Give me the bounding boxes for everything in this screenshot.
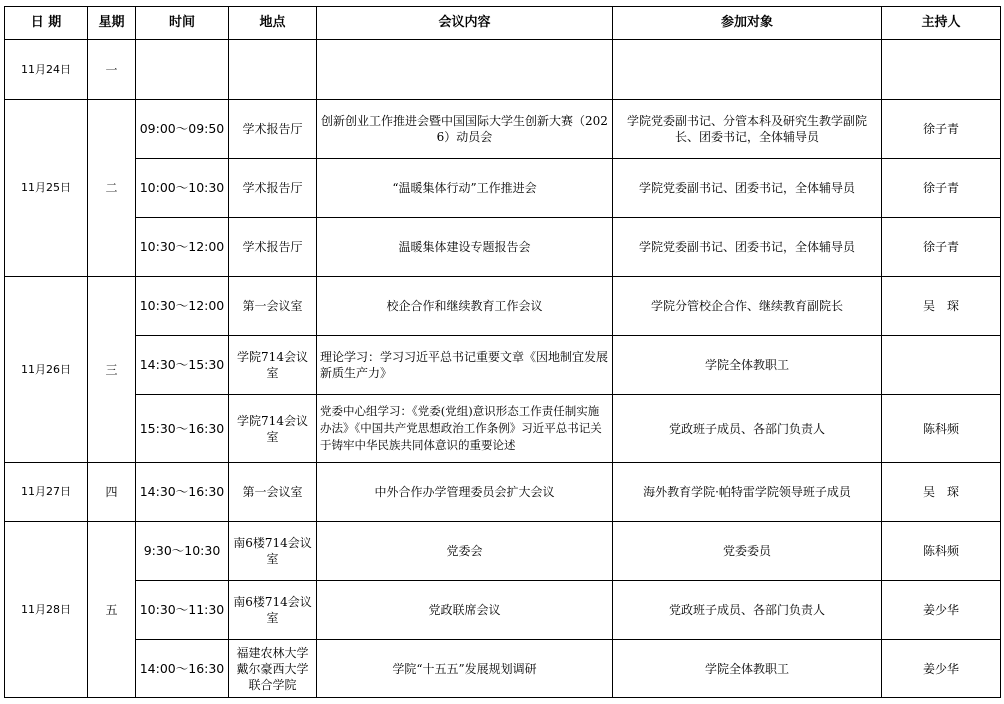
meeting-schedule-table [4, 6, 1001, 698]
time-cell: 9:30～10:30 [136, 522, 229, 581]
header-content: 会议内容 [317, 7, 613, 40]
host-cell: 姜少华 [882, 581, 1001, 640]
host-cell [882, 40, 1001, 100]
place-cell: 学术报告厅 [229, 218, 317, 277]
host-cell: 陈科频 [882, 395, 1001, 463]
content-cell: 党政联席会议 [317, 581, 613, 640]
table-row [5, 640, 1001, 698]
header-place: 地点 [229, 7, 317, 40]
content-cell: 中外合作办学管理委员会扩大会议 [317, 463, 613, 522]
place-cell: 福建农林大学戴尔豪西大学联合学院 [229, 640, 317, 698]
host-cell: 吴 琛 [882, 463, 1001, 522]
host-cell: 徐子青 [882, 218, 1001, 277]
header-row [5, 7, 1001, 40]
content-cell: 学院“十五五”发展规划调研 [317, 640, 613, 698]
date-cell: 11月26日 [5, 277, 88, 463]
content-cell: 理论学习：学习习近平总书记重要文章《因地制宜发展新质生产力》 [317, 336, 613, 395]
table-row [5, 336, 1001, 395]
time-cell: 10:30～11:30 [136, 581, 229, 640]
attendees-cell: 学院全体教职工 [613, 640, 882, 698]
attendees-cell: 党政班子成员、各部门负责人 [613, 395, 882, 463]
header-host: 主持人 [882, 7, 1001, 40]
content-cell: 校企合作和继续教育工作会议 [317, 277, 613, 336]
table-row [5, 395, 1001, 463]
place-cell: 南6楼714会议室 [229, 581, 317, 640]
attendees-cell: 学院党委副书记、分管本科及研究生教学副院长、团委书记，全体辅导员 [613, 100, 882, 159]
content-cell [317, 40, 613, 100]
place-cell: 学术报告厅 [229, 100, 317, 159]
weekday-cell: 三 [88, 277, 136, 463]
content-cell: “温暖集体行动”工作推进会 [317, 159, 613, 218]
date-cell: 11月27日 [5, 463, 88, 522]
table-row [5, 40, 1001, 100]
time-cell: 09:00～09:50 [136, 100, 229, 159]
time-cell: 15:30～16:30 [136, 395, 229, 463]
place-cell: 第一会议室 [229, 463, 317, 522]
attendees-cell: 学院党委副书记、团委书记，全体辅导员 [613, 159, 882, 218]
place-cell [229, 40, 317, 100]
attendees-cell: 学院党委副书记、团委书记，全体辅导员 [613, 218, 882, 277]
table-row [5, 159, 1001, 218]
header-weekday: 星期 [88, 7, 136, 40]
weekday-cell: 一 [88, 40, 136, 100]
table-row [5, 100, 1001, 159]
time-cell: 10:30～12:00 [136, 277, 229, 336]
time-cell: 10:00～10:30 [136, 159, 229, 218]
header-attendees: 参加对象 [613, 7, 882, 40]
weekday-cell: 五 [88, 522, 136, 698]
attendees-cell: 学院全体教职工 [613, 336, 882, 395]
content-cell: 党委中心组学习：《党委(党组)意识形态工作责任制实施办法》《中国共产党思想政治工作条例》习近平总书记关于铸牢中华民族共同体意识的重要论述 [317, 395, 613, 463]
place-cell: 第一会议室 [229, 277, 317, 336]
host-cell: 吴 琛 [882, 277, 1001, 336]
attendees-cell: 学院分管校企合作、继续教育副院长 [613, 277, 882, 336]
attendees-cell: 党委委员 [613, 522, 882, 581]
table-row [5, 277, 1001, 336]
content-cell: 温暖集体建设专题报告会 [317, 218, 613, 277]
table-row [5, 218, 1001, 277]
time-cell: 14:30～15:30 [136, 336, 229, 395]
host-cell [882, 336, 1001, 395]
attendees-cell [613, 40, 882, 100]
weekday-cell: 二 [88, 100, 136, 277]
header-date: 日 期 [5, 7, 88, 40]
host-cell: 徐子青 [882, 100, 1001, 159]
attendees-cell: 党政班子成员、各部门负责人 [613, 581, 882, 640]
attendees-cell: 海外教育学院·帕特雷学院领导班子成员 [613, 463, 882, 522]
place-cell: 学院714会议室 [229, 395, 317, 463]
content-cell: 创新创业工作推进会暨中国国际大学生创新大赛（2026）动员会 [317, 100, 613, 159]
place-cell: 学术报告厅 [229, 159, 317, 218]
host-cell: 姜少华 [882, 640, 1001, 698]
table-row [5, 463, 1001, 522]
host-cell: 陈科频 [882, 522, 1001, 581]
host-cell: 徐子青 [882, 159, 1001, 218]
content-cell: 党委会 [317, 522, 613, 581]
weekday-cell: 四 [88, 463, 136, 522]
table-row [5, 522, 1001, 581]
time-cell: 14:30～16:30 [136, 463, 229, 522]
header-time: 时间 [136, 7, 229, 40]
time-cell [136, 40, 229, 100]
time-cell: 14:00～16:30 [136, 640, 229, 698]
place-cell: 南6楼714会议室 [229, 522, 317, 581]
time-cell: 10:30～12:00 [136, 218, 229, 277]
table-row [5, 581, 1001, 640]
date-cell: 11月24日 [5, 40, 88, 100]
date-cell: 11月25日 [5, 100, 88, 277]
place-cell: 学院714会议室 [229, 336, 317, 395]
date-cell: 11月28日 [5, 522, 88, 698]
